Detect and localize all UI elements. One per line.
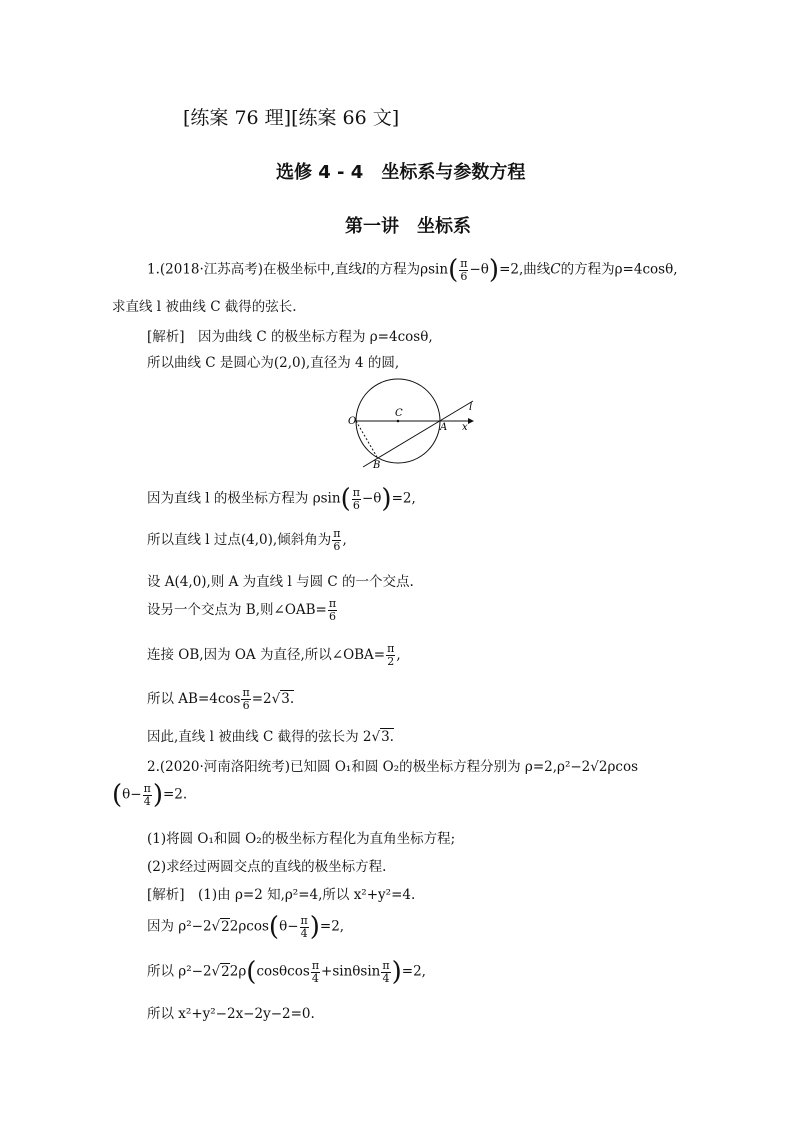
- solution-1-line-1: [解析] 因为曲线 C 的极坐标方程为 ρ=4cosθ,: [147, 329, 433, 345]
- fraction: [300, 915, 309, 940]
- lecture-title: 第一讲 坐标系: [345, 216, 471, 237]
- problem-2-question-1: (1)将圆 O₁和圆 O₂的极坐标方程化为直角坐标方程;: [147, 831, 456, 847]
- paren: (: [112, 780, 123, 810]
- paren: (: [246, 957, 257, 987]
- fraction: [459, 258, 468, 283]
- section-title: 选修 4 - 4 坐标系与参数方程: [276, 162, 526, 183]
- fraction: [332, 528, 341, 553]
- text: =2,: [391, 490, 416, 507]
- text: 的方程为ρ=4cosθ,: [560, 261, 678, 278]
- den: 6: [352, 498, 360, 512]
- fraction: [328, 598, 337, 623]
- text: 连接 OB,因为 OA 为直径,所以∠OBA=: [147, 647, 386, 663]
- radical: √: [371, 729, 381, 745]
- den: 2: [387, 655, 395, 668]
- paren: (: [448, 255, 459, 285]
- label-b: B: [373, 460, 381, 471]
- text: =2.: [163, 786, 188, 803]
- paren: ): [152, 780, 163, 810]
- num: π: [143, 781, 151, 795]
- radicand: 2: [221, 918, 230, 935]
- problem-2-line-2: [112, 780, 187, 810]
- label-o: O: [348, 416, 357, 427]
- solution-2-line-2: [147, 912, 344, 942]
- text: cosθcos: [256, 963, 310, 980]
- text: 1.(2018·江苏高考)在极坐标中,直线: [147, 261, 362, 278]
- label-x: x: [462, 422, 468, 433]
- text: 因为 ρ²−2: [147, 918, 212, 935]
- var: l: [361, 261, 367, 278]
- solution-2-line-4: 所以 x²+y²−2x−2y−2=0.: [147, 1006, 315, 1022]
- op: −: [130, 786, 142, 803]
- problem-1-line-2: 求直线 l 被曲线 C 截得的弦长.: [112, 299, 297, 315]
- radical: √: [271, 691, 281, 707]
- var: θ: [122, 786, 131, 803]
- solution-2-line-3: [147, 957, 426, 987]
- num: π: [460, 256, 468, 270]
- paren: (: [268, 912, 280, 942]
- label-l: l: [469, 402, 473, 413]
- num: π: [300, 913, 308, 927]
- text: =2,: [319, 918, 345, 935]
- num: π: [328, 597, 337, 610]
- solution-2-line-1: [解析] (1)由 ρ=2 知,ρ²=4,所以 x²+y²=4.: [147, 887, 416, 903]
- paren: ): [381, 484, 392, 514]
- text: θ: [480, 261, 489, 278]
- problem-1-line-1: [147, 255, 678, 285]
- fraction: [352, 487, 361, 512]
- radicand: 3.: [281, 691, 295, 707]
- radicand: 2: [221, 963, 230, 980]
- text: 所以 AB=4cos: [147, 691, 241, 707]
- paren: ): [488, 255, 500, 285]
- num: π: [311, 958, 320, 972]
- solution-1-line-5: 设 A(4,0),则 A 为直线 l 与圆 C 的一个交点.: [147, 574, 414, 590]
- solution-1-line-2: 所以曲线 C 是圆心为(2,0),直径为 4 的圆,: [147, 355, 400, 371]
- radical: √: [211, 918, 221, 935]
- op: −: [361, 490, 374, 507]
- text: =2,: [401, 963, 426, 980]
- op: −: [287, 918, 299, 935]
- x-axis-arrow: [468, 418, 474, 424]
- fraction: [241, 687, 250, 712]
- text: 2ρ: [229, 963, 247, 980]
- text: 设另一个交点为 B,则∠OAB=: [147, 602, 327, 618]
- text: +sinθsin: [321, 963, 381, 980]
- radical: √: [211, 963, 221, 980]
- solution-1-line-8: [147, 687, 294, 712]
- paren: ): [309, 912, 320, 942]
- text: 因为直线 l 的极坐标方程为 ρsin: [147, 490, 341, 507]
- text: 因此,直线 l 被曲线 C 截得的弦长为 2: [147, 729, 372, 745]
- den: 6: [328, 610, 336, 623]
- fraction: [386, 643, 395, 668]
- problem-2-question-2: (2)求经过两圆交点的直线的极坐标方程.: [147, 859, 387, 875]
- fraction: [311, 960, 320, 985]
- den: 6: [460, 269, 468, 283]
- num: π: [382, 958, 390, 972]
- num: π: [352, 485, 360, 499]
- den: 4: [311, 971, 319, 985]
- paren: ): [391, 957, 402, 987]
- op: −: [469, 261, 481, 278]
- solution-1-line-9: [147, 725, 394, 745]
- var: θ: [373, 490, 382, 507]
- radicand: 3.: [381, 729, 394, 745]
- paren: (: [340, 484, 351, 514]
- fraction: [381, 960, 390, 985]
- den: 4: [300, 926, 308, 940]
- text: ,: [396, 647, 401, 663]
- label-a: A: [440, 422, 448, 433]
- den: 6: [333, 540, 341, 553]
- num: π: [387, 642, 395, 655]
- solution-1-line-4: [147, 528, 347, 553]
- line-l: [363, 401, 473, 467]
- text: ,: [342, 532, 347, 548]
- den: 6: [242, 699, 250, 712]
- problem-2-line-1: 2.(2020·河南洛阳统考)已知圆 O₁和圆 O₂的极坐标方程分别为 ρ=2,ρ²−2√2ρcos: [147, 759, 639, 775]
- num: π: [242, 686, 250, 699]
- circle-line-figure: [340, 370, 480, 472]
- text: 所以 ρ²−2: [147, 963, 212, 980]
- solution-1-line-3: [147, 484, 416, 514]
- text: 所以直线 l 过点(4,0),倾斜角为: [147, 532, 332, 548]
- label-c: C: [395, 408, 403, 419]
- text: 2ρcos: [229, 918, 269, 935]
- den: 4: [143, 794, 151, 808]
- solution-1-line-7: [147, 643, 401, 668]
- den: 4: [382, 971, 390, 985]
- text: =2: [251, 691, 272, 707]
- text: =2,曲线: [499, 261, 551, 278]
- fraction: [143, 783, 152, 808]
- center-point: [397, 420, 400, 423]
- num: π: [333, 527, 341, 540]
- var: C: [550, 261, 561, 278]
- var: θ: [279, 918, 288, 935]
- text: 的方程为ρsin: [366, 261, 449, 278]
- segment-ob: [356, 421, 377, 457]
- solution-1-line-6: [147, 598, 338, 623]
- practice-tag: [练案 76 理][练案 66 文]: [183, 107, 400, 129]
